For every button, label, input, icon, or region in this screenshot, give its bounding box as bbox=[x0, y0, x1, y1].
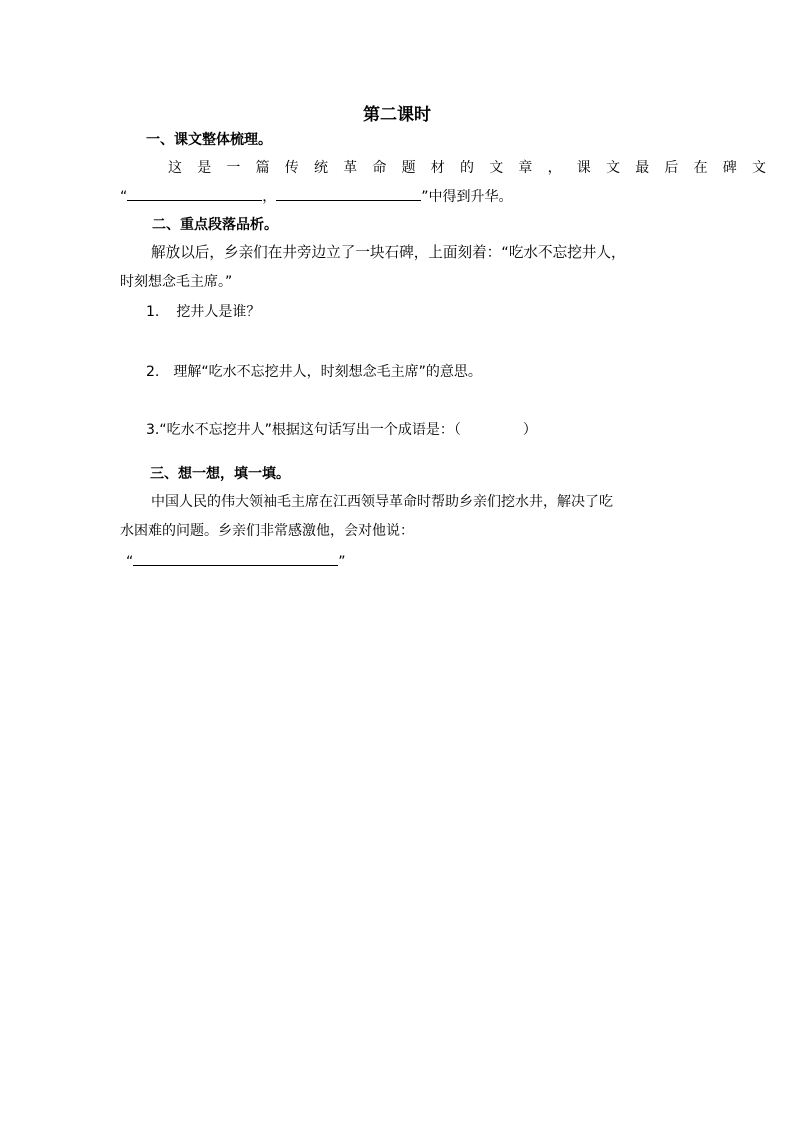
question-3 bbox=[146, 420, 537, 440]
comma: ， bbox=[262, 189, 277, 205]
question-2-text: 理解“吃水不忘挖井人，时刻想念毛主席”的意思。 bbox=[173, 364, 482, 380]
section3-heading: 三、想一想，填一填。 bbox=[150, 466, 290, 482]
section1-fill-line bbox=[120, 186, 513, 207]
question-3-close: ） bbox=[522, 422, 537, 438]
passage-line1: 解放以后，乡亲们在井旁边立了一块石碑，上面刻着：“吃水不忘挖井人， bbox=[151, 244, 626, 261]
question-3-text: 3.“吃水不忘挖井人”根据这句话写出一个成语是：（ bbox=[146, 422, 461, 438]
question-1-number: 1. bbox=[146, 304, 160, 320]
fill-blank-2[interactable] bbox=[276, 186, 421, 201]
open-quote-3: “ bbox=[126, 554, 134, 570]
fill-blank-1[interactable] bbox=[127, 186, 262, 201]
page-title: 第二课时 bbox=[363, 105, 431, 125]
question-2-number: 2. bbox=[146, 364, 160, 380]
close-quote-3: ” bbox=[338, 554, 346, 570]
section1-heading: 一、课文整体梳理。 bbox=[146, 132, 272, 148]
section3-line1: 中国人民的伟大领袖毛主席在江西领导革命时帮助乡亲们挖水井，解决了吃 bbox=[151, 494, 613, 510]
question-1-text: 挖井人是谁？ bbox=[176, 304, 261, 320]
section3-fill-line bbox=[126, 551, 346, 572]
section3-line2: 水困难的问题。乡亲们非常感激他，会对他说： bbox=[120, 523, 414, 539]
passage-line2: 时刻想念毛主席。” bbox=[120, 274, 233, 290]
fill-blank-3[interactable] bbox=[133, 551, 338, 566]
open-quote: “ bbox=[120, 189, 128, 205]
close-text: ”中得到升华。 bbox=[421, 189, 513, 205]
section2-heading: 二、重点段落品析。 bbox=[152, 217, 278, 233]
section1-text-line1: 这是一篇传统革命题材的文章，课文最后在碑文 bbox=[168, 160, 782, 176]
question-1 bbox=[146, 302, 260, 322]
question-2 bbox=[146, 362, 482, 382]
